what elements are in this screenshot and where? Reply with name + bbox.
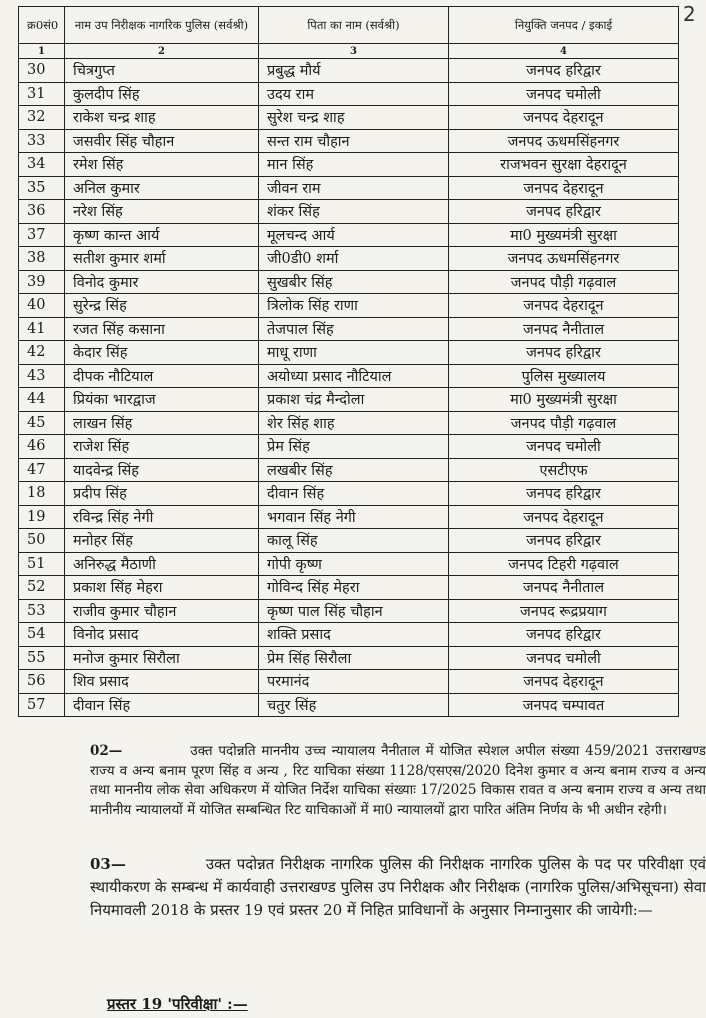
- serial-cell: 37: [19, 223, 65, 247]
- father-name-cell: शक्ति प्रसाद: [259, 623, 449, 647]
- serial-cell: 52: [19, 576, 65, 600]
- serial-cell: 51: [19, 552, 65, 576]
- serial-cell: 31: [19, 82, 65, 106]
- posting-unit-cell: जनपद हरिद्वार: [449, 200, 679, 224]
- father-name-cell: दीवान सिंह: [259, 482, 449, 506]
- name-cell: रजत सिंह कसाना: [65, 317, 259, 341]
- posting-unit-cell: जनपद टिहरी गढ़वाल: [449, 552, 679, 576]
- posting-unit-cell: जनपद हरिद्वार: [449, 59, 679, 83]
- father-name-cell: प्रबुद्ध मौर्य: [259, 59, 449, 83]
- father-name-cell: उदय राम: [259, 82, 449, 106]
- table-row: [19, 670, 679, 694]
- posting-unit-cell: जनपद हरिद्वार: [449, 482, 679, 506]
- serial-cell: 57: [19, 693, 65, 717]
- serial-cell: 53: [19, 599, 65, 623]
- posting-unit-cell: पुलिस मुख्यालय: [449, 364, 679, 388]
- table-row: [19, 482, 679, 506]
- name-cell: शिव प्रसाद: [65, 670, 259, 694]
- name-cell: राजेश सिंह: [65, 435, 259, 459]
- serial-cell: 39: [19, 270, 65, 294]
- name-cell: विनोद प्रसाद: [65, 623, 259, 647]
- father-name-cell: गोपी कृष्ण: [259, 552, 449, 576]
- posting-unit-cell: जनपद हरिद्वार: [449, 529, 679, 553]
- posting-unit-cell: जनपद चम्पावत: [449, 693, 679, 717]
- father-name-cell: जीवन राम: [259, 176, 449, 200]
- name-cell: प्रियंका भारद्वाज: [65, 388, 259, 412]
- serial-cell: 34: [19, 153, 65, 177]
- posting-unit-cell: जनपद पौड़ी गढ़वाल: [449, 270, 679, 294]
- serial-cell: 35: [19, 176, 65, 200]
- name-cell: राकेश चन्द्र शाह: [65, 106, 259, 130]
- posting-unit-cell: जनपद हरिद्वार: [449, 341, 679, 365]
- posting-unit-cell: जनपद देहरादून: [449, 176, 679, 200]
- posting-unit-cell: जनपद पौड़ी गढ़वाल: [449, 411, 679, 435]
- posting-unit-cell: जनपद चमोली: [449, 82, 679, 106]
- table-row: [19, 411, 679, 435]
- serial-cell: 40: [19, 294, 65, 318]
- name-cell: कृष्ण कान्त आर्य: [65, 223, 259, 247]
- table-row: [19, 247, 679, 271]
- header-name: नाम उप निरीक्षक नागरिक पुलिस (सर्वश्री): [65, 7, 259, 44]
- serial-cell: 50: [19, 529, 65, 553]
- serial-cell: 33: [19, 129, 65, 153]
- father-name-cell: भगवान सिंह नेगी: [259, 505, 449, 529]
- posting-unit-cell: मा0 मुख्यमंत्री सुरक्षा: [449, 223, 679, 247]
- name-cell: अनिल कुमार: [65, 176, 259, 200]
- name-cell: प्रदीप सिंह: [65, 482, 259, 506]
- father-name-cell: प्रेम सिंह: [259, 435, 449, 459]
- name-cell: केदार सिंह: [65, 341, 259, 365]
- name-cell: मनोज कुमार सिरौला: [65, 646, 259, 670]
- serial-cell: 47: [19, 458, 65, 482]
- father-name-cell: त्रिलोक सिंह राणा: [259, 294, 449, 318]
- table-row: [19, 82, 679, 106]
- table-row: [19, 176, 679, 200]
- name-cell: दीपक नौटियाल: [65, 364, 259, 388]
- table-row: [19, 576, 679, 600]
- table-row: [19, 317, 679, 341]
- posting-unit-cell: जनपद देहरादून: [449, 294, 679, 318]
- father-name-cell: मान सिंह: [259, 153, 449, 177]
- father-name-cell: तेजपाल सिंह: [259, 317, 449, 341]
- posting-unit-cell: जनपद रूद्रप्रयाग: [449, 599, 679, 623]
- column-number-row: [19, 44, 679, 59]
- posting-unit-cell: जनपद चमोली: [449, 435, 679, 459]
- posting-unit-cell: जनपद ऊधमसिंहनगर: [449, 129, 679, 153]
- table-row: [19, 59, 679, 83]
- father-name-cell: अयोध्या प्रसाद नौटियाल: [259, 364, 449, 388]
- table-row: [19, 364, 679, 388]
- posting-unit-cell: जनपद हरिद्वार: [449, 623, 679, 647]
- promotion-roster-table: [18, 6, 679, 717]
- table-row: [19, 129, 679, 153]
- serial-cell: 43: [19, 364, 65, 388]
- column-number: 2: [65, 44, 259, 59]
- serial-cell: 30: [19, 59, 65, 83]
- posting-unit-cell: जनपद देहरादून: [449, 670, 679, 694]
- table-row: [19, 388, 679, 412]
- table-row: [19, 106, 679, 130]
- name-cell: विनोद कुमार: [65, 270, 259, 294]
- father-name-cell: कृष्ण पाल सिंह चौहान: [259, 599, 449, 623]
- posting-unit-cell: जनपद नैनीताल: [449, 317, 679, 341]
- table-row: [19, 341, 679, 365]
- father-name-cell: मूलचन्द आर्य: [259, 223, 449, 247]
- table-row: [19, 200, 679, 224]
- posting-unit-cell: जनपद चमोली: [449, 646, 679, 670]
- table-row: [19, 223, 679, 247]
- serial-cell: 32: [19, 106, 65, 130]
- table-row: [19, 693, 679, 717]
- name-cell: मनोहर सिंह: [65, 529, 259, 553]
- name-cell: जसवीर सिंह चौहान: [65, 129, 259, 153]
- name-cell: रमेश सिंह: [65, 153, 259, 177]
- name-cell: लाखन सिंह: [65, 411, 259, 435]
- serial-cell: 42: [19, 341, 65, 365]
- header-posting-unit: नियुक्ति जनपद / इकाई: [449, 7, 679, 44]
- table-row: [19, 270, 679, 294]
- table-row: [19, 458, 679, 482]
- serial-cell: 38: [19, 247, 65, 271]
- table-row: [19, 599, 679, 623]
- serial-cell: 45: [19, 411, 65, 435]
- serial-cell: 36: [19, 200, 65, 224]
- table-row: [19, 552, 679, 576]
- serial-cell: 56: [19, 670, 65, 694]
- serial-cell: 55: [19, 646, 65, 670]
- father-name-cell: जी0डी0 शर्मा: [259, 247, 449, 271]
- table-row: [19, 435, 679, 459]
- name-cell: रविन्द्र सिंह नेगी: [65, 505, 259, 529]
- serial-cell: 44: [19, 388, 65, 412]
- paragraph-02: [90, 742, 706, 820]
- father-name-cell: चतुर सिंह: [259, 693, 449, 717]
- posting-unit-cell: मा0 मुख्यमंत्री सुरक्षा: [449, 388, 679, 412]
- table-row: [19, 505, 679, 529]
- column-number: 3: [259, 44, 449, 59]
- father-name-cell: माधू राणा: [259, 341, 449, 365]
- posting-unit-cell: जनपद नैनीताल: [449, 576, 679, 600]
- serial-cell: 54: [19, 623, 65, 647]
- table-body: [19, 59, 679, 717]
- name-cell: नरेश सिंह: [65, 200, 259, 224]
- name-cell: सतीश कुमार शर्मा: [65, 247, 259, 271]
- posting-unit-cell: एसटीएफ: [449, 458, 679, 482]
- serial-cell: 41: [19, 317, 65, 341]
- name-cell: प्रकाश सिंह मेहरा: [65, 576, 259, 600]
- name-cell: दीवान सिंह: [65, 693, 259, 717]
- name-cell: चित्रगुप्त: [65, 59, 259, 83]
- father-name-cell: गोविन्द सिंह मेहरा: [259, 576, 449, 600]
- paragraph-text: उक्त पदोन्नति माननीय उच्च न्यायालय नैनीताल में योजित स्पेशल अपील संख्या 459/2021 उत्तराखण्ड राज्य व अन्य बनाम पूरण सिंह व अन्य , रिट याचिका संख्या 1128/एसएस/2020 दिनेश कुमार व अन्य बनाम राज्य व अन्य तथा माननीय लोक सेवा अधिकरण में योजित निर्देश याचिका संख्याः 17/2025 विकास रावत व अन्य बनाम राज्य व अन्य तथा मानीनीय न्यायालयों में योजित सम्बन्धित रिट याचिकाओं में मा0 न्यायालयों द्वारा पारित अंतिम निर्णय के भी अधीन रहेगी।: [90, 743, 706, 818]
- name-cell: कुलदीप सिंह: [65, 82, 259, 106]
- posting-unit-cell: जनपद देहरादून: [449, 505, 679, 529]
- posting-unit-cell: राजभवन सुरक्षा देहरादून: [449, 153, 679, 177]
- header-serial: क्र0सं0: [19, 7, 65, 44]
- paragraph-03: [90, 853, 706, 922]
- father-name-cell: सन्त राम चौहान: [259, 129, 449, 153]
- column-number: 1: [19, 44, 65, 59]
- father-name-cell: प्रेम सिंह सिरौला: [259, 646, 449, 670]
- table-row: [19, 623, 679, 647]
- father-name-cell: लखबीर सिंह: [259, 458, 449, 482]
- father-name-cell: शंकर सिंह: [259, 200, 449, 224]
- father-name-cell: सुखबीर सिंह: [259, 270, 449, 294]
- table-row: [19, 646, 679, 670]
- father-name-cell: शेर सिंह शाह: [259, 411, 449, 435]
- serial-cell: 18: [19, 482, 65, 506]
- name-cell: अनिरुद्ध मैठाणी: [65, 552, 259, 576]
- name-cell: सुरेन्द्र सिंह: [65, 294, 259, 318]
- column-number: 4: [449, 44, 679, 59]
- posting-unit-cell: जनपद देहरादून: [449, 106, 679, 130]
- father-name-cell: प्रकाश चंद्र मैन्दोला: [259, 388, 449, 412]
- table-row: [19, 294, 679, 318]
- serial-cell: 19: [19, 505, 65, 529]
- serial-cell: 46: [19, 435, 65, 459]
- father-name-cell: कालू सिंह: [259, 529, 449, 553]
- posting-unit-cell: जनपद ऊधमसिंहनगर: [449, 247, 679, 271]
- paragraph-text: उक्त पदोन्नत निरीक्षक नागरिक पुलिस की निरीक्षक नागरिक पुलिस के पद पर परिवीक्षा एवं स्थायीकरण के सम्बन्ध में कार्यवाही उत्तराखण्ड पुलिस उप निरीक्षक और निरीक्षक (नागरिक पुलिस/अभिसूचना) सेवा नियमावली 2018 के प्रस्तर 19 एवं प्रस्तर 20 में निहित प्राविधानों के अनुसार निम्नानुसार की जायेगी:—: [90, 855, 706, 919]
- name-cell: यादवेन्द्र सिंह: [65, 458, 259, 482]
- paragraph-number: 03—: [90, 855, 126, 873]
- name-cell: राजीव कुमार चौहान: [65, 599, 259, 623]
- paragraph-number: 02—: [90, 743, 123, 759]
- table-row: [19, 529, 679, 553]
- section-heading: प्रस्तर 19 'परिवीक्षा' :—: [107, 995, 248, 1013]
- father-name-cell: सुरेश चन्द्र शाह: [259, 106, 449, 130]
- father-name-cell: परमानंद: [259, 670, 449, 694]
- page-number: 2: [683, 2, 696, 26]
- table-header-row: [19, 7, 679, 44]
- table-row: [19, 153, 679, 177]
- header-father-name: पिता का नाम (सर्वश्री): [259, 7, 449, 44]
